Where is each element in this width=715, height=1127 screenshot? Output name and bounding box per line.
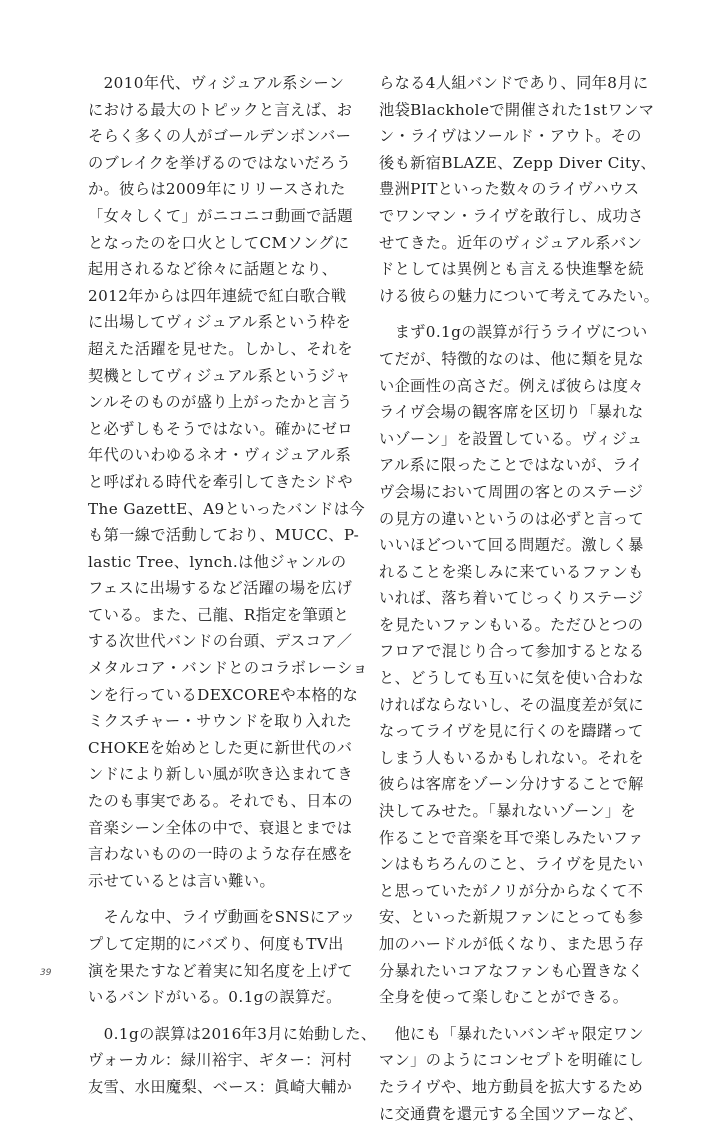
text-line: 後も新宿BLAZE、Zepp Diver City、 <box>379 153 657 172</box>
text-line: 全身を使って楽しむことができる。 <box>379 988 629 1007</box>
text-line: マン」のようにコンセプトを明確にし <box>379 1051 644 1070</box>
text-line: と呼ばれる時代を牽引してきたシドや <box>88 472 353 491</box>
text-line: と、どうしても互いに気を使い合わな <box>379 669 644 688</box>
text-line: いいほどついて回る問題だ。激しく暴 <box>379 536 644 555</box>
text-line: と必ずしもそうではない。確かにゼロ <box>88 419 353 438</box>
text-line: 他にも「暴れたいバンギャ限定ワン <box>379 1024 644 1043</box>
text-line: らなる4人組バンドであり、同年8月に <box>379 74 649 92</box>
text-line: 2012年からは四年連続で紅白歌合戦 <box>88 286 347 305</box>
text-line: 作ることで音楽を耳で楽しみたいファ <box>379 828 644 847</box>
text-line: 0.1gの誤算は2016年3月に始動した、 <box>88 1024 377 1043</box>
text-line: 彼らは客席をゾーン分けすることで解 <box>379 775 644 794</box>
paragraph <box>88 1021 377 1101</box>
text-line: しまう人もいるかもしれない。それを <box>379 748 644 767</box>
text-line: The GazettE、A9といったバンドは今 <box>88 499 365 518</box>
text-line: たライヴや、地方動員を拡大するため <box>379 1077 644 1096</box>
text-line: ている。また、己龍、R指定を筆頭と <box>88 605 350 624</box>
paragraph <box>379 70 660 309</box>
text-line: に出場してヴィジュアル系という枠を <box>88 313 352 332</box>
text-line: 超えた活躍を見せた。しかし、それを <box>88 339 353 358</box>
text-line: いるバンドがいる。0.1gの誤算だ。 <box>88 988 342 1007</box>
page-number: 39 <box>40 968 52 978</box>
text-line: ンはもちろんのこと、ライヴを見たい <box>379 855 644 874</box>
text-line: 言わないものの一時のような存在感を <box>88 845 353 864</box>
text-line: れることを楽しみに来ているファンも <box>379 562 644 581</box>
text-line: 豊洲PITといった数々のライヴハウス <box>379 180 640 199</box>
text-line: ミクスチャー・サウンドを取り入れた <box>88 712 353 731</box>
text-line: ヴォーカル：緑川裕宇、ギター：河村 <box>88 1051 352 1070</box>
paragraph-gap <box>379 309 625 319</box>
text-line: フロアで混じり合って参加するとなる <box>379 642 645 661</box>
paragraph-gap <box>88 894 334 904</box>
text-line: CHOKEを始めとした更に新世代のバ <box>88 738 353 757</box>
text-line: のブレイクを挙げるのではないだろう <box>88 153 352 172</box>
text-line: ンルそのものが盛り上がったかと言う <box>88 393 353 412</box>
text-line: なってライヴを見に行くのを躊躇って <box>379 722 644 741</box>
text-line: 年代のいわゆるネオ・ヴィジュアル系 <box>88 446 352 465</box>
text-line: ライヴ会場の観客席を区切り「暴れな <box>379 403 644 422</box>
text-line: そらく多くの人がゴールデンボンバー <box>88 127 352 146</box>
paragraph <box>88 70 368 894</box>
text-line: lastic Tree、lynch.は他ジャンルの <box>88 552 347 571</box>
text-line: する次世代バンドの台頭、デスコア／ <box>88 632 353 651</box>
text-line: 起用されるなど徐々に話題となり、 <box>88 260 338 279</box>
text-line: たのも事実である。それでも、日本の <box>88 792 353 811</box>
text-line: ける彼らの魅力について考えてみたい。 <box>379 286 660 305</box>
text-line: ンドにより新しい風が吹き込まれてき <box>88 765 353 784</box>
text-line: プして定期的にバズり、何度もTV出 <box>88 935 344 953</box>
text-line: 示せているとは言い難い。 <box>88 871 276 890</box>
text-line: 安、といった新規ファンにとっても参 <box>379 908 644 927</box>
text-line: 分暴れたいコアなファンも心置きなく <box>379 961 644 980</box>
text-line: 演を果たすなど着実に知名度を上げて <box>88 961 353 980</box>
text-line: となったのを口火としてCMソングに <box>88 233 350 252</box>
text-line: そんな中、ライヴ動画をSNSにアッ <box>88 908 356 927</box>
left-text-column <box>88 70 377 1101</box>
text-line: アル系に限ったことではないが、ライ <box>379 456 643 475</box>
text-line: か。彼らは2009年にリリースされた <box>88 180 346 199</box>
paragraph <box>379 319 648 1010</box>
paragraph <box>88 904 356 1010</box>
text-line: ければならないし、その温度差が気に <box>379 695 644 714</box>
text-line: ヴ会場において周囲の客とのステージ <box>379 482 644 501</box>
text-line: ンを行っているDEXCOREや本格的な <box>88 685 359 704</box>
text-line: 「女々しくて」がニコニコ動画で話題 <box>88 206 353 225</box>
paragraph <box>379 1021 644 1127</box>
text-line: い企画性の高さだ。例えば彼らは度々 <box>379 376 644 395</box>
text-line: 加のハードルが低くなり、また思う存 <box>379 935 644 953</box>
text-line: ン・ライヴはソールド・アウト。その <box>379 127 642 146</box>
text-line: における最大のトピックと言えば、お <box>88 100 353 119</box>
text-line: せてきた。近年のヴィジュアル系バン <box>379 233 643 252</box>
paragraph-gap <box>88 1011 334 1021</box>
text-line: てだが、特徴的なのは、他に類を見な <box>379 349 644 368</box>
paragraph-gap <box>379 1011 625 1021</box>
text-line: ドとしては異例とも言える快進撃を続 <box>379 260 644 279</box>
text-line: メタルコア・バンドとのコラボレーショ <box>88 659 368 678</box>
text-line: いれば、落ち着いてじっくりステージ <box>379 589 644 608</box>
text-line: 友雪、水田魔梨、ベース：眞崎大輔か <box>88 1077 353 1096</box>
text-line: を見たいファンもいる。ただひとつの <box>379 615 644 634</box>
text-line: 池袋Blackholeで開催された1stワンマ <box>379 100 655 119</box>
text-line: まず0.1gの誤算が行うライヴについ <box>379 323 648 342</box>
text-line: も第一線で活動しており、MUCC、P- <box>88 526 360 545</box>
text-line: 契機としてヴィジュアル系というジャ <box>88 366 351 385</box>
text-line: いゾーン」を設置している。ヴィジュ <box>379 429 643 448</box>
text-line: の見方の違いというのは必ずと言って <box>379 509 644 528</box>
text-line: 2010年代、ヴィジュアル系シーン <box>88 74 345 92</box>
text-line: でワンマン・ライヴを敢行し、成功さ <box>379 206 644 225</box>
text-line: 音楽シーン全体の中で、衰退とまでは <box>88 818 353 837</box>
text-line: に交通費を還元する全国ツアーなど、 <box>379 1104 644 1123</box>
text-line: フェスに出場するなど活躍の場を広げ <box>88 579 353 598</box>
right-text-column <box>379 70 660 1127</box>
text-line: 決してみせた。「暴れないゾーン」を <box>379 802 637 821</box>
text-line: と思っていたがノリが分からなくて不 <box>379 881 644 900</box>
